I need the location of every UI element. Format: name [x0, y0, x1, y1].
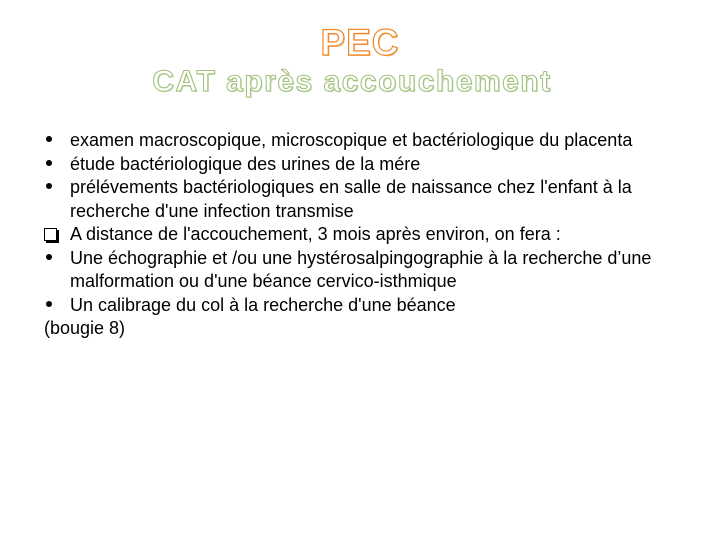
list-item	[44, 223, 684, 247]
list-item	[44, 153, 684, 177]
list-item-continuation	[44, 317, 684, 341]
list-item	[44, 176, 684, 223]
title-subtitle: CAT après accouchement	[152, 65, 552, 98]
title-pec: PEC	[320, 22, 400, 63]
list-item-text: A distance de l'accouchement, 3 mois après environ, on fera :	[70, 224, 561, 244]
list-item-text: étude bactériologique des urines de la mére	[70, 153, 421, 174]
list-item-text: prélévements bactériologiques en salle de naissance chez l'enfant à la recherche d'une infection transmise	[70, 177, 632, 221]
list-item	[44, 129, 684, 153]
bullet-dot-icon	[44, 247, 70, 271]
bullet-list	[44, 129, 684, 341]
title-block	[0, 22, 720, 100]
list-item-text: examen macroscopique, microscopique et bactériologique du placenta	[70, 130, 633, 150]
list-item	[44, 294, 684, 318]
bullet-dot-icon	[44, 129, 70, 153]
list-item-text: (bougie 8)	[44, 318, 126, 338]
list-item	[44, 247, 684, 294]
bullet-dot-icon	[44, 294, 70, 318]
checkbox-bullet-icon	[44, 223, 70, 247]
list-item-text: Une échographie et /ou une hystérosalpingographie à la recherche d’une malformation ou d'une béance cervico-isthmique	[70, 247, 652, 291]
bullet-dot-icon	[44, 153, 70, 177]
list-item-text: Un calibrage du col à la recherche d'une béance	[70, 294, 456, 315]
bullet-dot-icon	[44, 176, 70, 200]
